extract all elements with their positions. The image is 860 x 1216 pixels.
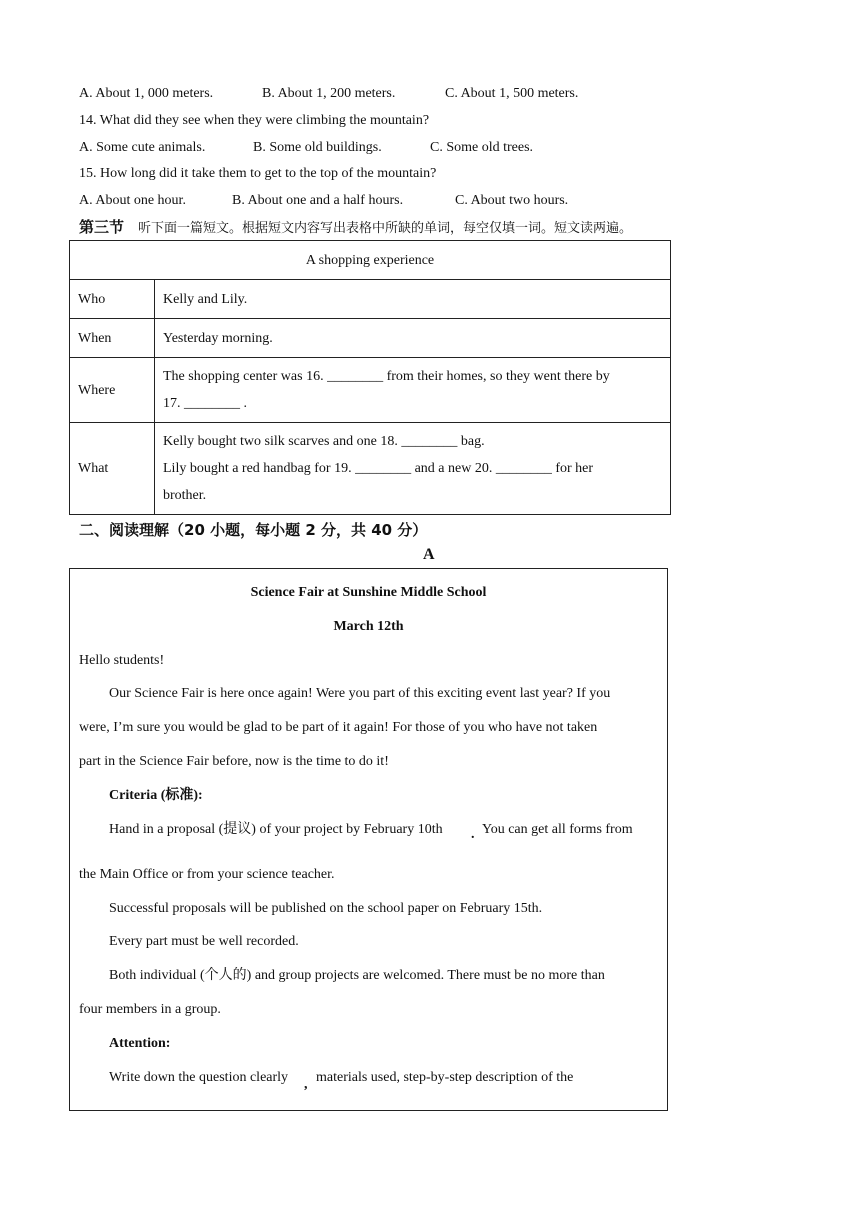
q13-option-b: B. About 1, 200 meters. (262, 86, 396, 101)
row-label-what: What (70, 423, 155, 515)
period-mark: . (471, 827, 475, 842)
q14-option-a: A. Some cute animals. (79, 140, 206, 155)
what-line-2: Lily bought a red handbag for 19. ________ and a new 20. ________ for her (163, 461, 594, 476)
q15-options (79, 192, 568, 210)
row-value-who: Kelly and Lily. (155, 280, 671, 319)
q14-question: 14. What did they see when they were climbing the mountain? (79, 113, 430, 128)
q13-option-c: C. About 1, 500 meters. (445, 86, 579, 101)
row-label-who: Who (70, 280, 155, 319)
attention-line-1b: materials used, step-by-step description of the (316, 1070, 574, 1085)
q14-option-b: B. Some old buildings. (253, 140, 382, 155)
passage-title: Science Fair at Sunshine Middle School (250, 585, 487, 600)
row-value-where (155, 358, 671, 423)
passage-letter: A (423, 546, 435, 563)
part2-heading: 二、阅读理解（20 小题，每小题 2 分，共 40 分） (79, 521, 428, 539)
q13-option-a: A. About 1, 000 meters. (79, 86, 214, 101)
where-line-2: 17. ________ . (163, 396, 247, 411)
criteria-line-6: four members in a group. (79, 1002, 221, 1017)
criteria-line-1b: You can get all forms from (482, 822, 633, 837)
criteria-line-5: Both individual (个人的) and group projects are welcomed. There must be no more than (109, 968, 605, 983)
table-row (70, 280, 671, 319)
para1-line-3: part in the Science Fair before, now is the time to do it! (79, 754, 389, 769)
criteria-line-3: Successful proposals will be published on the school paper on February 15th. (109, 901, 543, 916)
passage-date: March 12th (333, 619, 404, 634)
what-line-1: Kelly bought two silk scarves and one 18. ________ bag. (163, 434, 485, 449)
criteria-heading: Criteria (标准): (109, 788, 203, 803)
criteria-line-1a: Hand in a proposal (提议) of your project by February 10th (109, 822, 443, 837)
section3-heading (79, 218, 632, 238)
q14-option-c: C. Some old trees. (430, 140, 534, 155)
q13-options (79, 85, 578, 103)
table-row (70, 423, 671, 515)
para1-line-1: Our Science Fair is here once again! Were you part of this exciting event last year? If you (109, 686, 611, 701)
row-value-what (155, 423, 671, 515)
what-line-3: brother. (163, 488, 207, 503)
table-title: A shopping experience (70, 241, 671, 280)
where-line-1: The shopping center was 16. ________ from their homes, so they went there by (163, 369, 610, 384)
passage-greeting: Hello students! (79, 653, 165, 668)
attention-heading: Attention: (109, 1036, 171, 1051)
comma-mark: , (304, 1077, 308, 1092)
criteria-line-2: the Main Office or from your science teacher. (79, 867, 335, 882)
q15-option-b: B. About one and a half hours. (232, 193, 404, 208)
attention-line-1a: Write down the question clearly (109, 1070, 289, 1085)
table-title-row (70, 241, 671, 280)
table-row (70, 358, 671, 423)
q15-option-c: C. About two hours. (455, 193, 569, 208)
passage-box (69, 568, 668, 1111)
shopping-table (69, 240, 671, 515)
section3-instruction: 听下面一篇短文。根据短文内容写出表格中所缺的单词，每空仅填一词。短文读两遍。 (138, 221, 633, 236)
q15-option-a: A. About one hour. (79, 193, 186, 208)
row-value-when: Yesterday morning. (155, 319, 671, 358)
para1-line-2: were, I’m sure you would be glad to be part of it again! For those of you who have not taken (79, 720, 598, 735)
q14-options (79, 139, 533, 157)
row-label-where: Where (70, 358, 155, 423)
table-row (70, 319, 671, 358)
q15-question: 15. How long did it take them to get to the top of the mountain? (79, 166, 437, 181)
criteria-line-4: Every part must be well recorded. (109, 934, 299, 949)
row-label-when: When (70, 319, 155, 358)
section3-label: 第三节 (79, 218, 125, 236)
